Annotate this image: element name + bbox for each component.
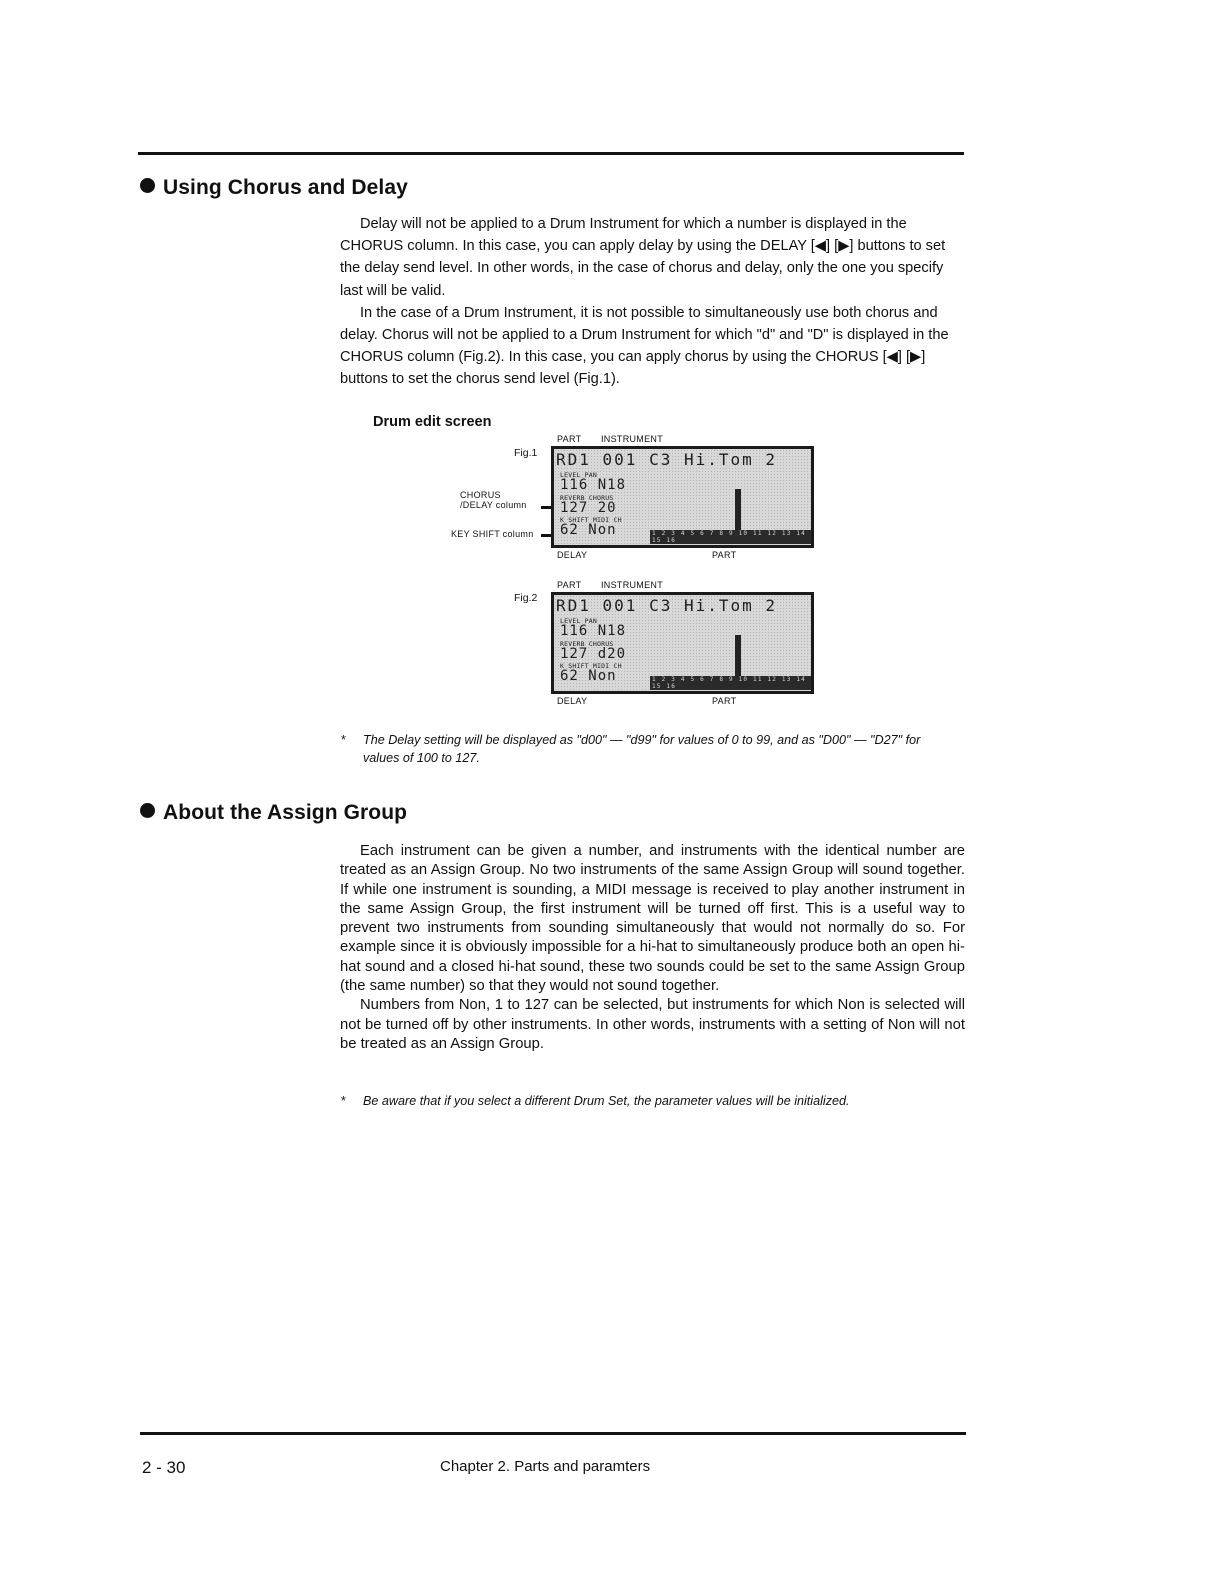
callout-keyshift: KEY SHIFT column xyxy=(451,529,534,539)
fig1-lcd-display xyxy=(554,449,811,545)
fig1-top-label-instrument: INSTRUMENT xyxy=(601,434,663,444)
section-title: About the Assign Group xyxy=(163,801,408,824)
callout-chorus-line2: /DELAY column xyxy=(460,500,527,510)
section-heading-assign-group xyxy=(140,801,407,825)
fig2-bottom-label-delay: DELAY xyxy=(557,696,588,706)
fig2-lcd-line1: RD1 001 C3 Hi.Tom 2 xyxy=(556,596,778,615)
fig1-bottom-label-part: PART xyxy=(712,550,737,560)
note-delay-display xyxy=(343,731,953,767)
fig1-lcd-hdr2: REVERB CHORUS xyxy=(560,494,614,502)
fig2-lcd-hdr2: REVERB CHORUS xyxy=(560,640,614,648)
page-number: 2 - 30 xyxy=(142,1458,186,1477)
section-heading-chorus-delay xyxy=(140,176,408,200)
note-text: The Delay setting will be displayed as "d00" — "d99" for values of 0 to 99, and as "D00" — "D27" for values of 100 to 127. xyxy=(363,733,921,765)
note-asterisk: * xyxy=(341,733,346,747)
bullet-icon xyxy=(140,178,155,193)
fig1-label: Fig.1 xyxy=(514,447,538,459)
fig2-lcd-line2: 116 N18 xyxy=(560,623,627,639)
bullet-icon xyxy=(140,803,155,818)
fig2-label: Fig.2 xyxy=(514,592,538,604)
fig1-lcd-screen xyxy=(551,446,814,548)
note-text: Be aware that if you select a different Drum Set, the parameter values will be initialized. xyxy=(363,1094,850,1108)
fig2-top-label-instrument: INSTRUMENT xyxy=(601,580,663,590)
fig2-lcd-line3: 127 d20 xyxy=(560,646,627,662)
section-title: Using Chorus and Delay xyxy=(163,176,408,199)
fig1-lcd-line1: RD1 001 C3 Hi.Tom 2 xyxy=(556,450,778,469)
fig2-lcd-hdr3: K SHIFT MIDI CH xyxy=(560,662,622,670)
section2-body xyxy=(340,842,965,1054)
section1-paragraph2: In the case of a Drum Instrument, it is not possible to simultaneously use both chorus and delay. Chorus will not be applied to a Drum Instrument for which "d" and "D" is displayed in the CHORUS column (Fig.2). In this case, you can apply chorus by using the CHORUS [◀] [▶] buttons to set the chorus send level (Fig.1). xyxy=(340,304,949,388)
fig2-lcd-line4: 62 Non xyxy=(560,668,617,684)
section2-paragraph1: Each instrument can be given a number, and instruments with the identical number are treated as an Assign Group. No two instruments of the same Assign Group will sound together. If while one instrument is sounding, a MIDI message is received to play another instrument in the same Assign Group, the first instrument will be turned off first. This is a useful way to prevent two instruments from sounding simultaneously that would not normally do so. For example since it is obviously impossible for a hi-hat to simultaneously produce both an open hi-hat sound and a closed hi-hat sound, these two sounds could be set to the same Assign Group (the same number) so that they would not sound together. xyxy=(340,843,965,995)
fig2-lcd-part-numbers: 1 2 3 4 5 6 7 8 9 10 11 12 13 14 15 16 xyxy=(650,676,811,690)
note-drum-set xyxy=(343,1092,953,1110)
fig1-bottom-label-delay: DELAY xyxy=(557,550,588,560)
fig1-lcd-part-numbers: 1 2 3 4 5 6 7 8 9 10 11 12 13 14 15 16 xyxy=(650,530,811,544)
fig1-lcd-line4: 62 Non xyxy=(560,522,617,538)
fig2-top-label-part: PART xyxy=(557,580,582,590)
fig1-lcd-hdr1: LEVEL PAN xyxy=(560,471,598,479)
fig2-lcd-hdr1: LEVEL PAN xyxy=(560,617,598,625)
fig2-lcd-screen xyxy=(551,592,814,694)
chapter-title: Chapter 2. Parts and paramters xyxy=(440,1458,651,1475)
fig1-top-label-part: PART xyxy=(557,434,582,444)
fig2-lcd-display xyxy=(554,595,811,691)
callout-chorus-line1: CHORUS xyxy=(460,490,501,500)
top-rule xyxy=(138,152,964,155)
section1-paragraph1: Delay will not be applied to a Drum Instrument for which a number is displayed in the CHORUS column. In this case, you can apply delay by using the DELAY [◀] [▶] buttons to set the delay send level. In other words, in the case of chorus and delay, only the one you specify last will be valid. xyxy=(340,216,946,299)
section2-paragraph2: Numbers from Non, 1 to 127 can be selected, but instruments for which Non is selected will not be turned off by other instruments. In other words, instruments with a setting of Non will not be treated as an Assign Group. xyxy=(340,997,965,1052)
fig1-lcd-hdr3: K SHIFT MIDI CH xyxy=(560,516,622,524)
bottom-rule xyxy=(140,1432,966,1435)
note-asterisk: * xyxy=(341,1094,346,1108)
figure-caption: Drum edit screen xyxy=(373,414,492,430)
fig1-lcd-line3: 127 20 xyxy=(560,500,617,516)
fig1-lcd-line2: 116 N18 xyxy=(560,477,627,493)
section1-body xyxy=(340,213,963,391)
fig2-bottom-label-part: PART xyxy=(712,696,737,706)
